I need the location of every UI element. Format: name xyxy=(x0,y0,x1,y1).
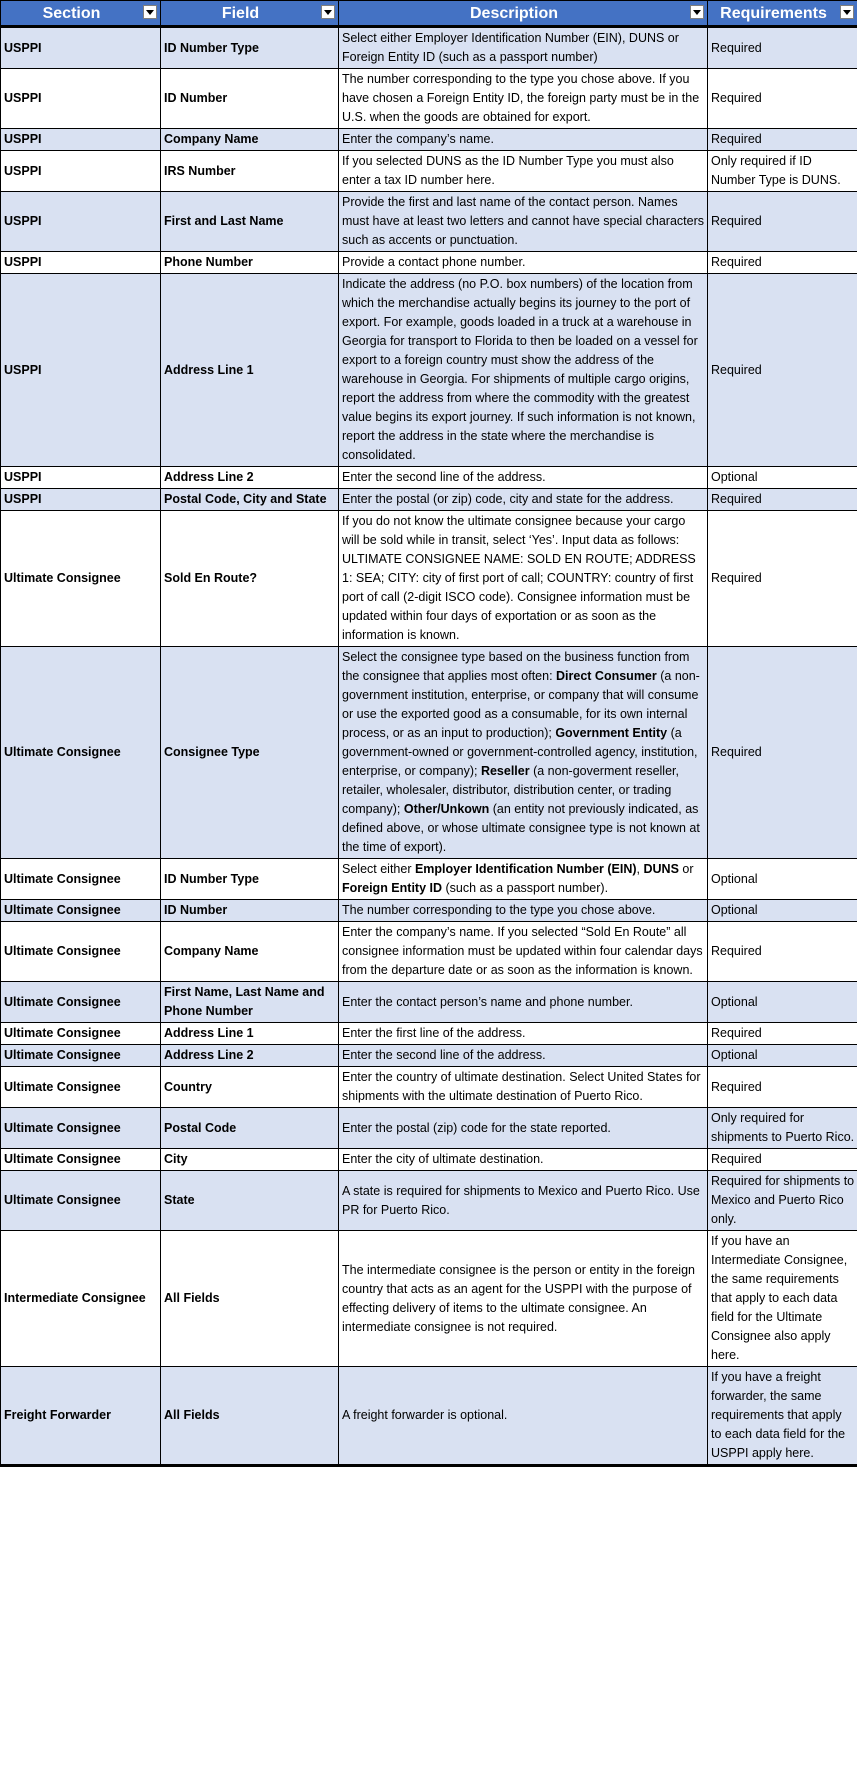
field-cell: Consignee Type xyxy=(161,647,339,859)
requirements-filter-dropdown-icon[interactable] xyxy=(840,5,854,19)
requirement-cell: Required xyxy=(708,1023,857,1045)
description-text: A freight forwarder is optional. xyxy=(342,1408,508,1422)
requirement-cell: Only required if ID Number Type is DUNS. xyxy=(708,151,857,192)
header-requirements xyxy=(708,1,857,27)
description-cell xyxy=(339,274,708,467)
description-text: Provide a contact phone number. xyxy=(342,255,526,269)
description-cell xyxy=(339,129,708,151)
description-cell xyxy=(339,1367,708,1466)
requirement-cell: Required xyxy=(708,274,857,467)
description-cell xyxy=(339,252,708,274)
table-row xyxy=(1,647,857,859)
requirement-cell: Required xyxy=(708,252,857,274)
description-text: Provide the first and last name of the contact person. Names must have at least two letters and cannot have special characters such as accents or punctuation. xyxy=(342,195,704,247)
table-row xyxy=(1,1231,857,1367)
description-cell xyxy=(339,467,708,489)
field-cell: Postal Code xyxy=(161,1108,339,1149)
section-filter-dropdown-icon[interactable] xyxy=(143,5,157,19)
field-cell: First Name, Last Name and Phone Number xyxy=(161,982,339,1023)
section-cell: Freight Forwarder xyxy=(1,1367,161,1466)
table-row xyxy=(1,1171,857,1231)
field-cell: Postal Code, City and State xyxy=(161,489,339,511)
requirement-cell: Required xyxy=(708,922,857,982)
field-cell: ID Number Type xyxy=(161,27,339,69)
table-row xyxy=(1,859,857,900)
table-row xyxy=(1,69,857,129)
description-cell xyxy=(339,1045,708,1067)
table-row xyxy=(1,467,857,489)
description-text: Indicate the address (no P.O. box numbers) of the location from which the merchandise actually begins its journey to the port of export. For example, goods loaded in a truck at a warehouse in Georgia for transport to Florida to then be loaded on a vessel for export to a foreign country must show the address of the warehouse in Georgia. For shipments of multiple cargo origins, report the address from where the commodity with the greatest value begins its export journey. If such information is not known, report the address in the state where the merchandise is consolidated. xyxy=(342,277,698,462)
field-cell: Company Name xyxy=(161,922,339,982)
section-cell: USPPI xyxy=(1,69,161,129)
description-cell xyxy=(339,192,708,252)
table-row xyxy=(1,1067,857,1108)
requirement-cell: Optional xyxy=(708,467,857,489)
section-cell: Ultimate Consignee xyxy=(1,1023,161,1045)
header-field-label: Field xyxy=(221,4,260,22)
description-text: or xyxy=(678,862,694,876)
section-cell: Ultimate Consignee xyxy=(1,1149,161,1171)
section-cell: USPPI xyxy=(1,489,161,511)
description-text: A state is required for shipments to Mexico and Puerto Rico. Use PR for Puerto Rico. xyxy=(342,1183,700,1217)
table-row xyxy=(1,1108,857,1149)
description-cell xyxy=(339,489,708,511)
section-cell: USPPI xyxy=(1,467,161,489)
description-cell xyxy=(339,982,708,1023)
description-cell xyxy=(339,27,708,69)
description-text: Enter the first line of the address. xyxy=(342,1026,526,1040)
section-cell: Ultimate Consignee xyxy=(1,1108,161,1149)
field-cell: ID Number xyxy=(161,69,339,129)
field-cell: City xyxy=(161,1149,339,1171)
description-text: Enter the postal (or zip) code, city and state for the address. xyxy=(342,492,674,506)
field-cell: Company Name xyxy=(161,129,339,151)
section-cell: USPPI xyxy=(1,274,161,467)
requirement-cell: Optional xyxy=(708,1045,857,1067)
section-cell: Ultimate Consignee xyxy=(1,982,161,1023)
field-cell: State xyxy=(161,1171,339,1231)
table-row xyxy=(1,511,857,647)
description-cell xyxy=(339,1023,708,1045)
table-row xyxy=(1,489,857,511)
description-cell xyxy=(339,900,708,922)
requirement-cell: Only required for shipments to Puerto Rico. xyxy=(708,1108,857,1149)
field-cell: Address Line 1 xyxy=(161,1023,339,1045)
field-cell: ID Number Type xyxy=(161,859,339,900)
section-cell: Ultimate Consignee xyxy=(1,922,161,982)
description-emphasis: Other/Unkown xyxy=(403,802,490,816)
description-text: , xyxy=(636,862,644,876)
description-cell xyxy=(339,647,708,859)
description-text: Select either xyxy=(342,862,415,876)
table-row xyxy=(1,151,857,192)
description-cell xyxy=(339,1067,708,1108)
description-cell xyxy=(339,1149,708,1171)
description-emphasis: Government Entity xyxy=(555,726,668,740)
description-text: Enter the country of ultimate destination. Select United States for shipments with the ultimate destination of Puerto Rico. xyxy=(342,1070,701,1103)
field-cell: All Fields xyxy=(161,1231,339,1367)
requirement-cell: If you have a freight forwarder, the same requirements that apply to each data field for the USPPI apply here. xyxy=(708,1367,857,1466)
description-text: Select the consignee type based on the business function from the consignee that applies most often: xyxy=(342,650,690,683)
description-emphasis: Reseller xyxy=(480,764,530,778)
requirement-cell: Required xyxy=(708,69,857,129)
description-text: If you do not know the ultimate consignee because your cargo will be sold while in transit, select ‘Yes’. Input data as follows: ULTIMATE CONSIGNEE NAME: SOLD EN ROUTE; ADDRESS 1: SEA; CITY: city of first port of call; COUNTRY: country of first port of call (2-digit ISCO code). Consignee information must be updated within four days of exportation or as soon as the information is known. xyxy=(342,514,696,642)
section-cell: USPPI xyxy=(1,129,161,151)
description-text: (a non-goverment reseller, retailer, wholesaler, distributor, distribution center, or trading company); xyxy=(342,764,679,816)
description-emphasis: Foreign Entity ID xyxy=(342,881,442,895)
requirement-cell: Optional xyxy=(708,859,857,900)
requirement-cell: Required xyxy=(708,1067,857,1108)
description-text: Enter the second line of the address. xyxy=(342,1048,546,1062)
section-cell: Ultimate Consignee xyxy=(1,511,161,647)
description-text: The number corresponding to the type you chose above. xyxy=(342,903,656,917)
field-cell: Address Line 2 xyxy=(161,1045,339,1067)
field-cell: Phone Number xyxy=(161,252,339,274)
header-section xyxy=(1,1,161,27)
description-cell xyxy=(339,1108,708,1149)
description-filter-dropdown-icon[interactable] xyxy=(690,5,704,19)
field-cell: First and Last Name xyxy=(161,192,339,252)
field-filter-dropdown-icon[interactable] xyxy=(321,5,335,19)
description-text: (such as a passport number). xyxy=(442,881,609,895)
table-row xyxy=(1,1367,857,1466)
requirement-cell: Required xyxy=(708,27,857,69)
table-row xyxy=(1,982,857,1023)
description-text: Enter the contact person’s name and phone number. xyxy=(342,994,633,1009)
description-emphasis: Direct Consumer xyxy=(556,669,657,683)
description-text: Enter the company’s name. If you selected “Sold En Route” all consignee information must be updated within four calendar days from the departure date or as soon as the information is known. xyxy=(342,925,703,977)
requirement-cell: Optional xyxy=(708,900,857,922)
requirement-cell: Required xyxy=(708,489,857,511)
section-cell: USPPI xyxy=(1,252,161,274)
requirement-cell: Required for shipments to Mexico and Puerto Rico only. xyxy=(708,1171,857,1231)
description-text: (an entity not previously indicated, as defined above, or whose ultimate consignee type is not known at the time of export). xyxy=(342,802,700,854)
table-row xyxy=(1,274,857,467)
description-cell xyxy=(339,151,708,192)
table-body xyxy=(1,27,857,1466)
description-cell xyxy=(339,69,708,129)
requirement-cell: Required xyxy=(708,192,857,252)
description-cell xyxy=(339,1231,708,1367)
table-row xyxy=(1,129,857,151)
description-text: (a government-owned or government-controlled agency, institution, enterprise, or company); xyxy=(342,726,698,778)
description-text: Enter the postal (zip) code for the state reported. xyxy=(342,1120,611,1135)
description-text: Enter the company’s name. xyxy=(342,132,494,146)
table-row xyxy=(1,1045,857,1067)
header-description xyxy=(339,1,708,27)
description-text: Enter the city of ultimate destination. xyxy=(342,1152,544,1166)
table-row xyxy=(1,252,857,274)
header-requirements-label: Requirements xyxy=(720,4,827,22)
table-row xyxy=(1,192,857,252)
description-emphasis: Employer Identification Number (EIN) xyxy=(414,862,637,876)
section-cell: Ultimate Consignee xyxy=(1,1045,161,1067)
table-row xyxy=(1,1149,857,1171)
field-cell: Sold En Route? xyxy=(161,511,339,647)
section-cell: Ultimate Consignee xyxy=(1,1171,161,1231)
header-description-label: Description xyxy=(469,4,558,22)
table-row xyxy=(1,1023,857,1045)
requirement-cell: If you have an Intermediate Consignee, the same requirements that apply to each data field for the Ultimate Consignee also apply here. xyxy=(708,1231,857,1367)
field-cell: IRS Number xyxy=(161,151,339,192)
requirement-cell: Required xyxy=(708,511,857,647)
field-cell: Country xyxy=(161,1067,339,1108)
section-cell: Intermediate Consignee xyxy=(1,1231,161,1367)
field-cell: Address Line 2 xyxy=(161,467,339,489)
section-cell: Ultimate Consignee xyxy=(1,647,161,859)
description-cell xyxy=(339,1171,708,1231)
field-cell: ID Number xyxy=(161,900,339,922)
description-emphasis: DUNS xyxy=(643,862,679,876)
section-cell: USPPI xyxy=(1,151,161,192)
description-cell xyxy=(339,859,708,900)
description-text: Select either Employer Identification Number (EIN), DUNS or Foreign Entity ID (such as a passport number) xyxy=(342,31,679,64)
requirement-cell: Required xyxy=(708,129,857,151)
table-row xyxy=(1,27,857,69)
table-row xyxy=(1,900,857,922)
field-cell: All Fields xyxy=(161,1367,339,1466)
description-text: (a non-government institution, enterprise, or company that will consume or use the exported good as a consumable, for its own internal process, or as an input to production); xyxy=(342,669,700,740)
description-cell xyxy=(339,511,708,647)
requirement-cell: Required xyxy=(708,1149,857,1171)
section-cell: Ultimate Consignee xyxy=(1,900,161,922)
description-text: The intermediate consignee is the person or entity in the foreign country that acts as an agent for the USPPI with the purpose of effecting delivery of items to the ultimate consignee. An intermediate consignee is not required. xyxy=(342,1262,695,1334)
section-cell: USPPI xyxy=(1,27,161,69)
header-row xyxy=(1,1,857,27)
description-text: The number corresponding to the type you chose above. If you have chosen a Foreign Entity ID, the foreign party must be in the U.S. when the goods are obtained for export. xyxy=(342,72,700,124)
requirement-cell: Optional xyxy=(708,982,857,1023)
section-cell: Ultimate Consignee xyxy=(1,859,161,900)
section-cell: USPPI xyxy=(1,192,161,252)
description-text: If you selected DUNS as the ID Number Type you must also enter a tax ID number here. xyxy=(342,154,674,187)
requirement-cell: Required xyxy=(708,647,857,859)
header-field xyxy=(161,1,339,27)
table-row xyxy=(1,922,857,982)
description-text: Enter the second line of the address. xyxy=(342,470,546,484)
section-cell: Ultimate Consignee xyxy=(1,1067,161,1108)
field-cell: Address Line 1 xyxy=(161,274,339,467)
header-section-label: Section xyxy=(42,4,101,22)
description-cell xyxy=(339,922,708,982)
